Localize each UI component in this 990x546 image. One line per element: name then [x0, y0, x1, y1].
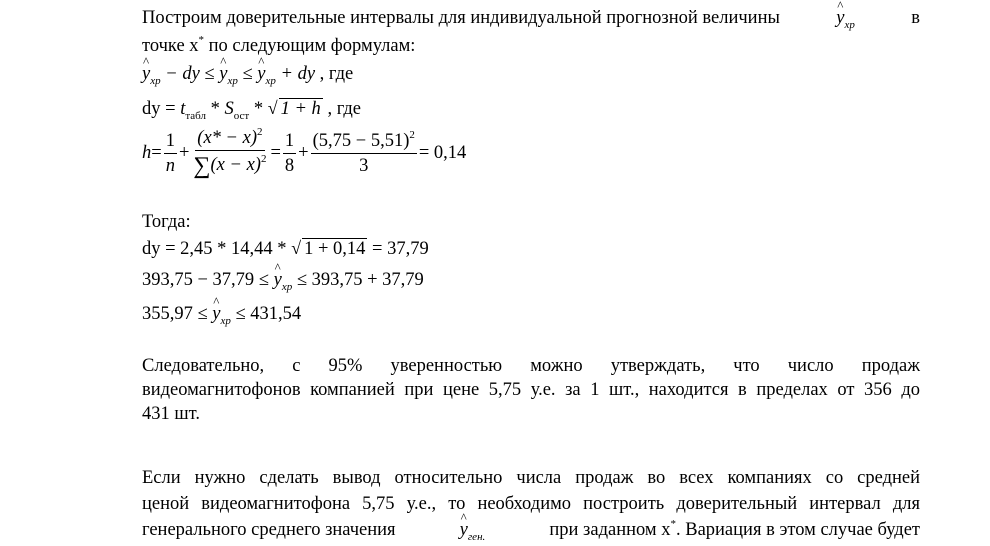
fraction-numeric: $\frac{(5,75 - 5,51)^2}{3}$: [312, 129, 415, 177]
next-para-line-1: Если нужно сделать вывод относительно числа продаж во всех компаниях со средней: [142, 468, 920, 488]
fraction-1-over-8: $\frac{1}{8}$: [284, 131, 295, 177]
formula-h: h = $\frac{1}{n}$ + $\frac{(x* - x)^2}{\sum(x - x)^2}$ = $\frac{1}{8}$ + $\frac{(5,75 - 5,51)^2}{3}$ = 0,14: [142, 126, 467, 180]
conclusion-line-2: видеомагнитофонов компанией при цене 5,75 у.е. за 1 шт., находится в пределах от 356 до: [142, 380, 920, 400]
conclusion-line-1: Следовательно, с 95% уверенностью можно утверждать, что число продаж: [142, 356, 920, 376]
intro-line-1: [142, 8, 920, 29]
yhat-symbol: ^ $y_{xp}$: [836, 8, 855, 29]
fraction-variance: $\frac{(x* - x)^2}{\sum(x - x)^2}$: [193, 126, 267, 180]
next-para-line-2: ценой видеомагнитофона 5,75 у.е., то необходимо построить доверительный интервал для: [142, 494, 920, 514]
calc-dy: dy = 2,45 * 14,44 * √ 1 + 0,14 = 37,79: [142, 238, 429, 259]
then-label: Тогда:: [142, 212, 191, 232]
next-para-line-3: генерального среднего значения ^ $y_{ген.}$ при заданном х*. Вариация в этом случае будет: [142, 520, 920, 541]
intro-word-v: в: [911, 8, 920, 28]
calc-interval-2: 355,97 ≤ ^ $y_{xp} \le 431,54$: [142, 304, 301, 325]
calc-interval-1: 393,75 − 37,79 ≤ ^ $y_{xp} \le 393,75 + 37,79$: [142, 270, 424, 291]
yhat-gen-symbol: ^ $y_{ген.}$: [460, 520, 486, 541]
conclusion-line-3: 431 шт.: [142, 404, 200, 424]
formula-dy: dy = $t_{табл} * S_{ост}$ * √ 1 + h , где: [142, 98, 361, 122]
sqrt-sign: √: [267, 98, 278, 118]
formula-interval: ^ $y_{xp}$ − dy ≤ ^ $y_{xp}$ ≤ ^ $y_{xp}$ + dy , где: [142, 64, 353, 85]
fraction-1-over-n: $\frac{1}{n}$: [165, 131, 175, 177]
intro-line-2: точке х* по следующим формулам:: [142, 34, 416, 56]
intro-text: Построим доверительные интервалы для индивидуальной прогнозной величины: [142, 8, 780, 28]
